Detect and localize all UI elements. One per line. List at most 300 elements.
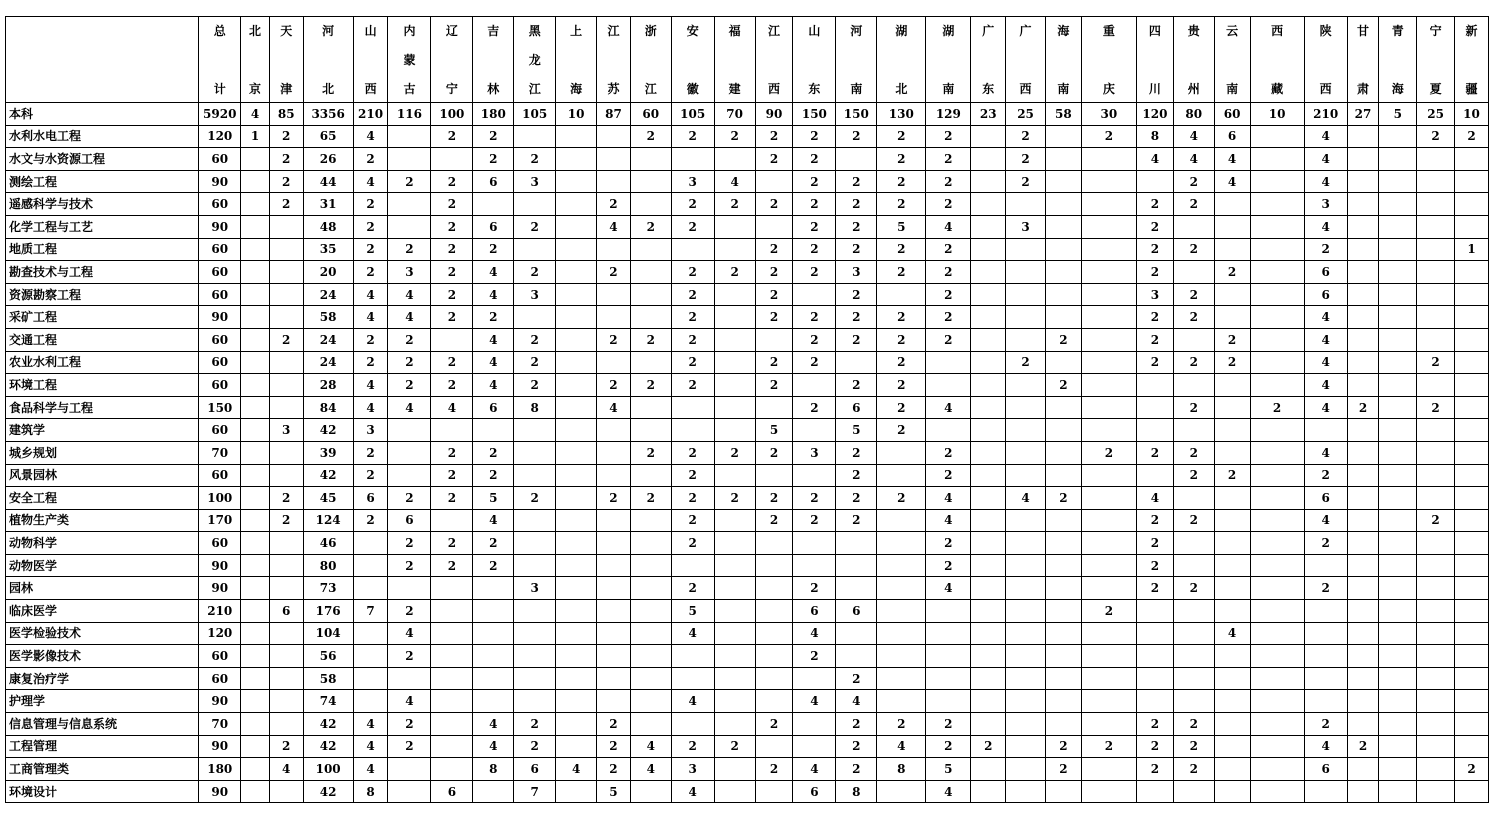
quota-cell xyxy=(597,577,631,600)
table-row xyxy=(6,464,1489,487)
quota-cell xyxy=(556,148,597,171)
quota-cell xyxy=(597,509,631,532)
quota-cell xyxy=(714,351,755,374)
quota-cell: 2 xyxy=(1137,215,1174,238)
quota-cell xyxy=(1379,577,1417,600)
table-row xyxy=(6,532,1489,555)
quota-cell: 6 xyxy=(353,487,388,510)
major-name-cell: 医学影像技术 xyxy=(6,645,199,668)
quota-cell: 2 xyxy=(926,554,971,577)
table-row xyxy=(6,396,1489,419)
quota-cell xyxy=(1006,283,1046,306)
quota-cell xyxy=(1455,351,1489,374)
quota-cell xyxy=(1347,690,1379,713)
quota-cell xyxy=(1214,600,1250,623)
quota-cell: 1 xyxy=(241,125,270,148)
major-name-cell: 康复治疗学 xyxy=(6,667,199,690)
quota-cell: 2 xyxy=(473,464,514,487)
quota-cell: 2 xyxy=(1173,396,1214,419)
column-header-char: 东 xyxy=(982,82,995,96)
quota-cell xyxy=(1417,464,1455,487)
column-header-char: 吉 xyxy=(487,24,500,38)
quota-cell: 4 xyxy=(388,690,431,713)
quota-cell xyxy=(1347,577,1379,600)
quota-cell xyxy=(1347,758,1379,781)
quota-cell: 60 xyxy=(199,532,241,555)
column-header-char: 蒙 xyxy=(403,53,416,67)
quota-cell xyxy=(1417,238,1455,261)
quota-cell xyxy=(1214,667,1250,690)
major-name-cell: 环境工程 xyxy=(6,374,199,397)
quota-cell xyxy=(431,600,473,623)
table-row xyxy=(6,780,1489,803)
quota-cell xyxy=(556,645,597,668)
quota-cell xyxy=(1455,441,1489,464)
quota-cell xyxy=(1173,374,1214,397)
quota-cell xyxy=(241,713,270,736)
quota-cell xyxy=(1250,464,1304,487)
quota-cell xyxy=(1379,464,1417,487)
quota-cell xyxy=(1379,487,1417,510)
column-header-char: 上 xyxy=(570,24,583,38)
quota-cell xyxy=(877,509,926,532)
quota-cell xyxy=(1417,261,1455,284)
quota-cell: 4 xyxy=(1304,306,1347,329)
quota-cell: 25 xyxy=(1417,103,1455,126)
quota-cell xyxy=(1379,645,1417,668)
quota-cell: 4 xyxy=(597,215,631,238)
quota-cell xyxy=(556,441,597,464)
quota-cell xyxy=(1455,577,1489,600)
quota-cell: 150 xyxy=(793,103,836,126)
quota-cell: 4 xyxy=(353,125,388,148)
quota-cell: 8 xyxy=(353,780,388,803)
quota-cell xyxy=(793,283,836,306)
quota-cell: 2 xyxy=(1347,735,1379,758)
quota-cell xyxy=(241,283,270,306)
quota-cell xyxy=(971,577,1006,600)
quota-cell: 2 xyxy=(793,193,836,216)
quota-cell xyxy=(971,464,1006,487)
quota-cell xyxy=(514,509,556,532)
quota-cell xyxy=(971,125,1006,148)
quota-cell xyxy=(793,532,836,555)
major-name-cell: 农业水利工程 xyxy=(6,351,199,374)
table-row xyxy=(6,351,1489,374)
quota-cell: 2 xyxy=(1455,125,1489,148)
quota-cell: 28 xyxy=(303,374,353,397)
quota-cell xyxy=(241,374,270,397)
quota-cell xyxy=(1347,215,1379,238)
column-header-char: 贵 xyxy=(1187,24,1200,38)
quota-cell: 2 xyxy=(597,713,631,736)
column-header-char: 北 xyxy=(322,82,335,96)
quota-cell xyxy=(1046,667,1082,690)
column-header-char: 计 xyxy=(213,82,226,96)
quota-cell: 42 xyxy=(303,735,353,758)
quota-cell xyxy=(514,600,556,623)
column-header-char: 河 xyxy=(850,24,863,38)
quota-cell: 90 xyxy=(199,577,241,600)
quota-cell xyxy=(630,238,671,261)
quota-cell: 2 xyxy=(1006,170,1046,193)
quota-cell xyxy=(1081,690,1136,713)
quota-cell xyxy=(630,193,671,216)
quota-cell: 2 xyxy=(431,374,473,397)
quota-cell: 60 xyxy=(199,261,241,284)
quota-cell xyxy=(1347,622,1379,645)
quota-cell xyxy=(630,170,671,193)
quota-cell: 2 xyxy=(388,600,431,623)
quota-cell: 2 xyxy=(431,532,473,555)
quota-cell: 2 xyxy=(793,487,836,510)
quota-cell xyxy=(1379,148,1417,171)
column-header xyxy=(514,17,556,103)
quota-cell: 4 xyxy=(1214,170,1250,193)
column-header-char: 川 xyxy=(1148,82,1161,96)
quota-cell xyxy=(514,667,556,690)
quota-cell xyxy=(1006,735,1046,758)
quota-cell: 180 xyxy=(473,103,514,126)
quota-cell: 2 xyxy=(1137,238,1174,261)
quota-cell xyxy=(971,780,1006,803)
quota-cell xyxy=(597,283,631,306)
quota-cell xyxy=(1006,419,1046,442)
quota-cell: 7 xyxy=(353,600,388,623)
major-name-cell: 动物科学 xyxy=(6,532,199,555)
quota-cell: 2 xyxy=(671,261,714,284)
column-header xyxy=(556,17,597,103)
quota-cell xyxy=(269,464,303,487)
quota-cell: 4 xyxy=(473,261,514,284)
quota-cell xyxy=(269,690,303,713)
quota-cell xyxy=(241,193,270,216)
quota-cell: 60 xyxy=(199,238,241,261)
quota-cell: 100 xyxy=(199,487,241,510)
major-name-cell: 园林 xyxy=(6,577,199,600)
quota-cell: 58 xyxy=(1046,103,1082,126)
quota-cell xyxy=(556,193,597,216)
quota-cell: 48 xyxy=(303,215,353,238)
quota-cell xyxy=(514,125,556,148)
quota-cell: 2 xyxy=(755,441,793,464)
quota-cell: 2 xyxy=(836,170,877,193)
quota-cell: 2 xyxy=(671,374,714,397)
quota-cell: 2 xyxy=(1137,306,1174,329)
column-header-char: 山 xyxy=(808,24,821,38)
quota-cell: 2 xyxy=(1046,758,1082,781)
quota-cell xyxy=(1137,645,1174,668)
quota-cell: 60 xyxy=(199,193,241,216)
quota-cell: 2 xyxy=(926,125,971,148)
quota-cell: 2 xyxy=(836,509,877,532)
quota-cell: 4 xyxy=(877,735,926,758)
quota-cell: 2 xyxy=(836,215,877,238)
quota-cell xyxy=(514,554,556,577)
quota-cell: 26 xyxy=(303,148,353,171)
quota-cell: 2 xyxy=(473,554,514,577)
quota-cell xyxy=(926,374,971,397)
quota-cell: 60 xyxy=(199,351,241,374)
quota-cell xyxy=(556,554,597,577)
quota-cell: 4 xyxy=(473,328,514,351)
quota-cell xyxy=(1006,374,1046,397)
quota-cell xyxy=(714,667,755,690)
quota-cell xyxy=(241,441,270,464)
quota-cell: 4 xyxy=(388,396,431,419)
quota-cell xyxy=(1046,532,1082,555)
quota-cell: 2 xyxy=(514,735,556,758)
quota-cell: 10 xyxy=(1250,103,1304,126)
quota-cell xyxy=(755,600,793,623)
quota-cell xyxy=(1081,622,1136,645)
quota-cell: 2 xyxy=(671,351,714,374)
quota-cell: 2 xyxy=(671,328,714,351)
quota-cell: 60 xyxy=(199,283,241,306)
major-name-cell: 城乡规划 xyxy=(6,441,199,464)
quota-cell: 2 xyxy=(388,554,431,577)
major-name-cell: 地质工程 xyxy=(6,238,199,261)
quota-cell xyxy=(1137,780,1174,803)
quota-cell xyxy=(755,464,793,487)
quota-cell xyxy=(1214,735,1250,758)
quota-cell: 116 xyxy=(388,103,431,126)
quota-cell: 2 xyxy=(1137,328,1174,351)
quota-cell xyxy=(714,532,755,555)
quota-cell: 6 xyxy=(431,780,473,803)
quota-cell: 5 xyxy=(671,600,714,623)
quota-cell: 2 xyxy=(388,351,431,374)
quota-cell xyxy=(597,148,631,171)
quota-cell: 2 xyxy=(793,125,836,148)
quota-cell: 104 xyxy=(303,622,353,645)
quota-cell xyxy=(241,238,270,261)
quota-cell: 2 xyxy=(926,735,971,758)
table-row xyxy=(6,577,1489,600)
quota-cell: 150 xyxy=(836,103,877,126)
quota-cell xyxy=(1214,554,1250,577)
quota-cell xyxy=(1214,419,1250,442)
quota-cell: 129 xyxy=(926,103,971,126)
quota-cell xyxy=(1455,148,1489,171)
quota-cell xyxy=(1250,125,1304,148)
quota-cell: 39 xyxy=(303,441,353,464)
quota-cell: 7 xyxy=(514,780,556,803)
column-header xyxy=(877,17,926,103)
column-header-char: 甘 xyxy=(1357,24,1370,38)
quota-cell: 6 xyxy=(1304,283,1347,306)
column-header-char: 藏 xyxy=(1271,82,1284,96)
quota-cell xyxy=(431,148,473,171)
column-header xyxy=(1214,17,1250,103)
column-header xyxy=(431,17,473,103)
quota-cell: 4 xyxy=(793,690,836,713)
quota-cell xyxy=(556,351,597,374)
quota-cell: 8 xyxy=(1137,125,1174,148)
quota-cell: 2 xyxy=(514,261,556,284)
quota-cell: 24 xyxy=(303,351,353,374)
quota-cell xyxy=(1081,532,1136,555)
quota-cell: 2 xyxy=(1081,125,1136,148)
quota-cell xyxy=(1455,509,1489,532)
quota-cell: 10 xyxy=(1455,103,1489,126)
quota-cell xyxy=(630,667,671,690)
quota-cell: 2 xyxy=(473,125,514,148)
quota-cell xyxy=(1081,215,1136,238)
quota-cell xyxy=(1417,215,1455,238)
quota-cell: 24 xyxy=(303,283,353,306)
quota-cell xyxy=(1046,622,1082,645)
quota-cell xyxy=(1046,238,1082,261)
quota-cell xyxy=(1081,170,1136,193)
column-header xyxy=(473,17,514,103)
quota-cell: 2 xyxy=(793,645,836,668)
quota-cell: 6 xyxy=(473,396,514,419)
quota-cell xyxy=(1417,170,1455,193)
quota-cell: 3 xyxy=(514,577,556,600)
quota-cell: 74 xyxy=(303,690,353,713)
major-name-cell: 安全工程 xyxy=(6,487,199,510)
quota-cell: 3 xyxy=(514,283,556,306)
quota-cell: 2 xyxy=(269,487,303,510)
quota-cell xyxy=(1046,215,1082,238)
quota-cell xyxy=(877,600,926,623)
quota-cell xyxy=(1250,690,1304,713)
quota-cell: 90 xyxy=(755,103,793,126)
quota-cell: 2 xyxy=(1417,509,1455,532)
quota-cell xyxy=(1006,667,1046,690)
quota-cell: 4 xyxy=(1304,170,1347,193)
quota-cell xyxy=(971,351,1006,374)
quota-cell xyxy=(1347,600,1379,623)
quota-cell xyxy=(836,351,877,374)
quota-cell xyxy=(269,396,303,419)
quota-cell: 90 xyxy=(199,735,241,758)
quota-cell: 2 xyxy=(926,261,971,284)
quota-cell xyxy=(1046,441,1082,464)
quota-cell xyxy=(1173,780,1214,803)
quota-cell xyxy=(755,780,793,803)
quota-cell xyxy=(1137,396,1174,419)
column-header-char: 江 xyxy=(528,82,541,96)
quota-cell xyxy=(388,441,431,464)
quota-cell: 2 xyxy=(1417,125,1455,148)
quota-cell xyxy=(1347,419,1379,442)
column-header xyxy=(597,17,631,103)
quota-cell xyxy=(597,238,631,261)
quota-cell xyxy=(1347,148,1379,171)
quota-cell xyxy=(630,351,671,374)
quota-cell xyxy=(597,622,631,645)
column-header-char: 西 xyxy=(768,82,781,96)
quota-cell xyxy=(1081,667,1136,690)
quota-cell xyxy=(971,532,1006,555)
quota-cell: 2 xyxy=(1046,328,1082,351)
quota-cell: 2 xyxy=(269,193,303,216)
quota-cell xyxy=(877,667,926,690)
quota-cell: 3 xyxy=(1137,283,1174,306)
quota-cell xyxy=(971,170,1006,193)
column-header-char: 浙 xyxy=(644,24,657,38)
quota-cell xyxy=(971,622,1006,645)
quota-cell: 2 xyxy=(473,238,514,261)
quota-cell xyxy=(1304,419,1347,442)
quota-cell xyxy=(1304,780,1347,803)
quota-cell xyxy=(1046,125,1082,148)
quota-cell: 2 xyxy=(1173,464,1214,487)
quota-cell xyxy=(1250,148,1304,171)
quota-cell xyxy=(1379,622,1417,645)
quota-cell: 4 xyxy=(926,509,971,532)
quota-cell xyxy=(1379,441,1417,464)
quota-cell xyxy=(1250,441,1304,464)
quota-cell xyxy=(630,577,671,600)
quota-cell: 56 xyxy=(303,645,353,668)
column-header-char: 京 xyxy=(249,82,262,96)
column-header-char: 重 xyxy=(1102,24,1115,38)
quota-cell xyxy=(241,170,270,193)
quota-cell: 4 xyxy=(1304,396,1347,419)
column-header xyxy=(241,17,270,103)
quota-cell xyxy=(1304,622,1347,645)
quota-cell xyxy=(1006,758,1046,781)
table-row xyxy=(6,441,1489,464)
quota-cell: 3356 xyxy=(303,103,353,126)
quota-cell: 58 xyxy=(303,667,353,690)
quota-cell: 10 xyxy=(556,103,597,126)
quota-cell: 2 xyxy=(836,374,877,397)
quota-cell: 4 xyxy=(1304,215,1347,238)
quota-cell xyxy=(1046,577,1082,600)
quota-cell xyxy=(926,351,971,374)
quota-cell: 4 xyxy=(473,351,514,374)
quota-cell xyxy=(1347,283,1379,306)
quota-cell: 2 xyxy=(926,464,971,487)
quota-cell: 2 xyxy=(755,193,793,216)
quota-cell xyxy=(556,464,597,487)
quota-cell: 4 xyxy=(353,396,388,419)
quota-cell xyxy=(1379,261,1417,284)
quota-cell xyxy=(1347,509,1379,532)
quota-cell: 2 xyxy=(877,261,926,284)
quota-cell: 2 xyxy=(755,351,793,374)
quota-cell xyxy=(1173,419,1214,442)
column-header-char: 建 xyxy=(728,82,741,96)
column-header-char: 西 xyxy=(1019,82,1032,96)
quota-cell xyxy=(630,690,671,713)
quota-cell xyxy=(1250,351,1304,374)
quota-cell xyxy=(1006,577,1046,600)
column-header-char: 海 xyxy=(570,82,583,96)
quota-cell xyxy=(556,261,597,284)
quota-cell xyxy=(836,532,877,555)
quota-cell: 2 xyxy=(269,509,303,532)
table-row xyxy=(6,283,1489,306)
quota-cell: 2 xyxy=(388,645,431,668)
quota-cell xyxy=(556,600,597,623)
quota-cell: 2 xyxy=(877,419,926,442)
quota-cell xyxy=(1455,464,1489,487)
quota-cell: 2 xyxy=(755,261,793,284)
quota-cell: 35 xyxy=(303,238,353,261)
column-header xyxy=(353,17,388,103)
quota-cell xyxy=(971,238,1006,261)
quota-cell: 3 xyxy=(388,261,431,284)
quota-cell xyxy=(514,193,556,216)
quota-cell xyxy=(1379,780,1417,803)
major-name-cell: 勘查技术与工程 xyxy=(6,261,199,284)
quota-cell: 8 xyxy=(514,396,556,419)
